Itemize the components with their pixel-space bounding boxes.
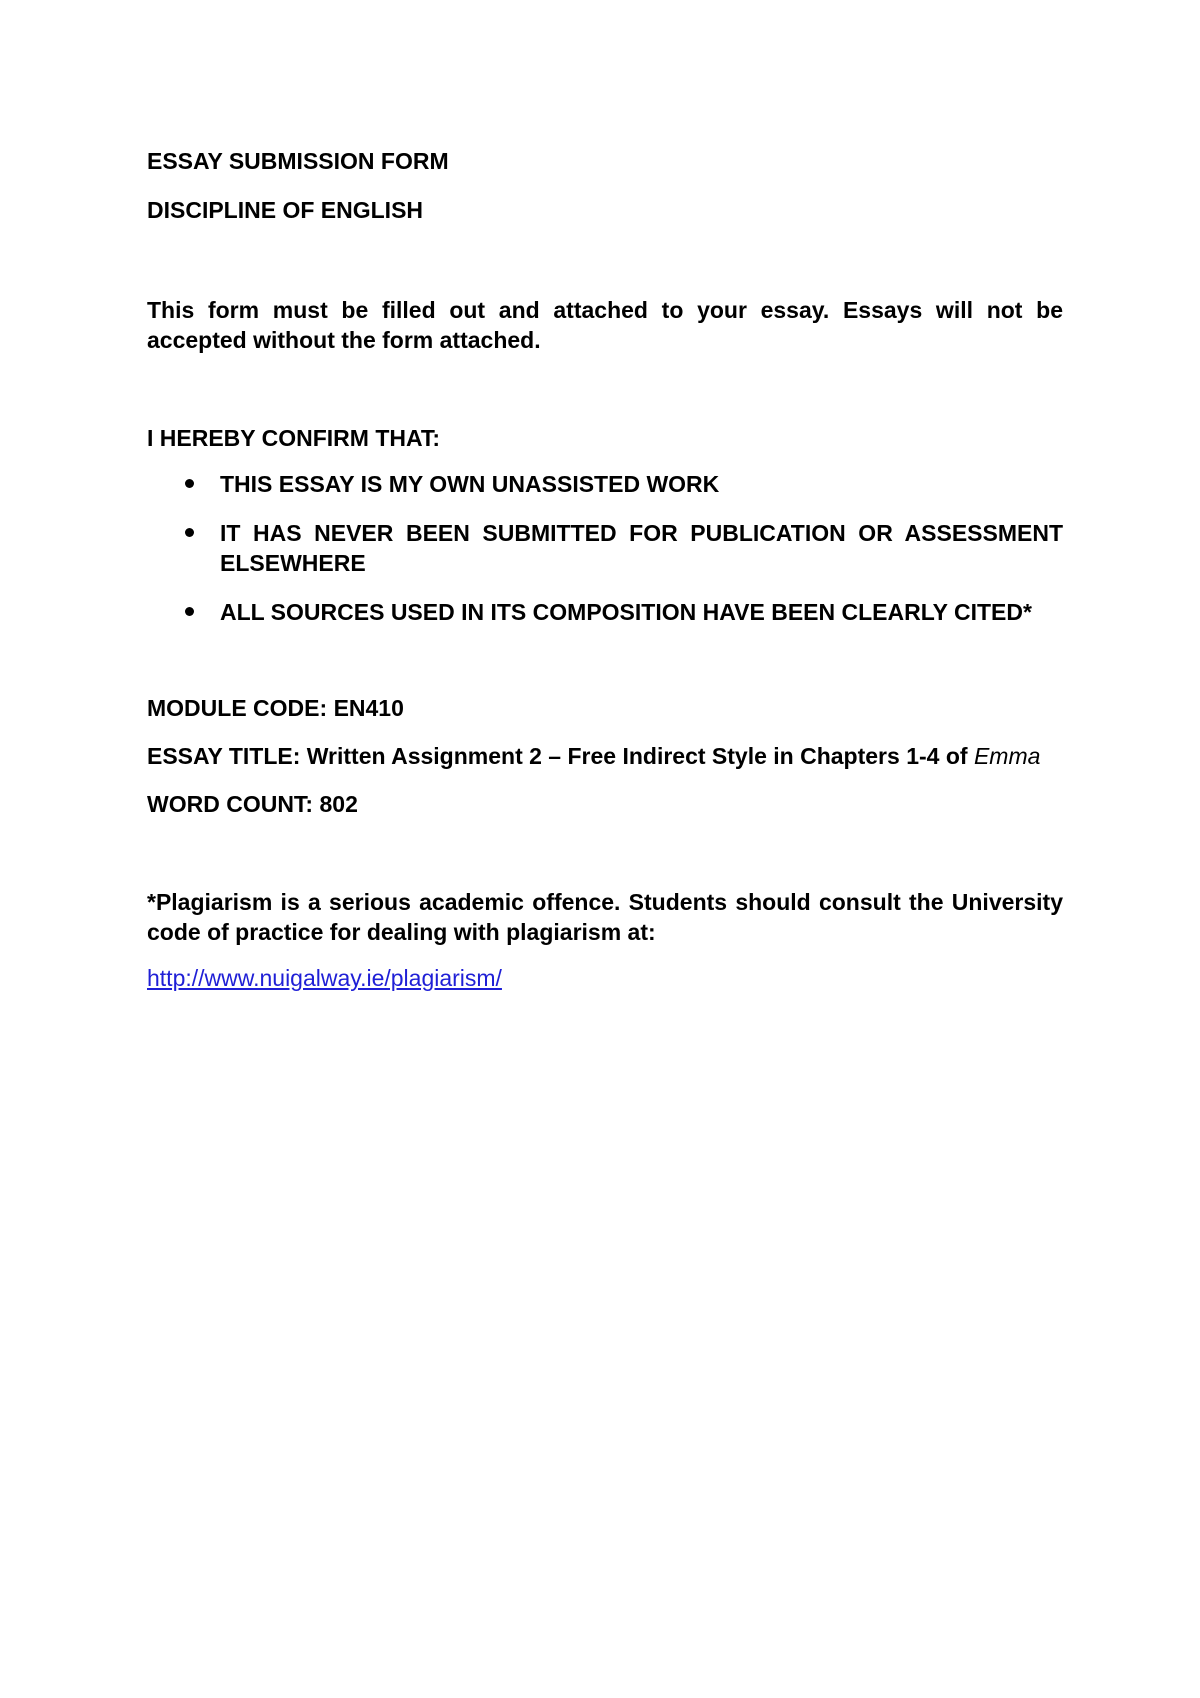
confirmation-item	[147, 469, 1063, 499]
form-title: ESSAY SUBMISSION FORM	[147, 148, 449, 174]
confirmation-text: THIS ESSAY IS MY OWN UNASSISTED WORK	[220, 471, 720, 497]
confirmation-text: IT HAS NEVER BEEN SUBMITTED FOR PUBLICATION OR ASSESSMENT ELSEWHERE	[220, 520, 1063, 576]
discipline-heading: DISCIPLINE OF ENGLISH	[147, 197, 424, 223]
confirm-heading: I HEREBY CONFIRM THAT:	[147, 425, 441, 451]
confirmation-item	[147, 518, 1063, 578]
essay-title-field	[147, 741, 1063, 771]
confirmation-item	[147, 597, 1063, 627]
essay-title-italic: Emma	[973, 743, 1041, 769]
module-code-label: MODULE CODE:	[147, 695, 328, 721]
word-count-label: WORD COUNT:	[147, 791, 314, 817]
module-code-value: EN410	[333, 695, 404, 721]
confirmation-text: ALL SOURCES USED IN ITS COMPOSITION HAVE BEEN CLEARLY CITED*	[220, 599, 1032, 625]
intro-paragraph: This form must be filled out and attached to your essay. Essays will not be accepted without the form attached.	[147, 297, 1063, 353]
document-content	[147, 146, 1063, 993]
link-line	[147, 963, 1063, 993]
essay-title-value: Written Assignment 2 – Free Indirect Style in Chapters 1-4 of	[306, 743, 968, 769]
module-code-field	[147, 693, 1063, 723]
bullet-icon	[185, 528, 194, 537]
word-count-field	[147, 789, 1063, 819]
bullet-icon	[185, 479, 194, 488]
confirmation-list	[147, 469, 1063, 627]
plagiarism-link[interactable]: http://www.nuigalway.ie/plagiarism/	[147, 965, 502, 991]
essay-title-label: ESSAY TITLE:	[147, 743, 301, 769]
word-count-value: 802	[319, 791, 358, 817]
bullet-icon	[185, 607, 194, 616]
plagiarism-note: *Plagiarism is a serious academic offence. Students should consult the University code of practice for dealing with plagiarism at:	[147, 889, 1063, 945]
